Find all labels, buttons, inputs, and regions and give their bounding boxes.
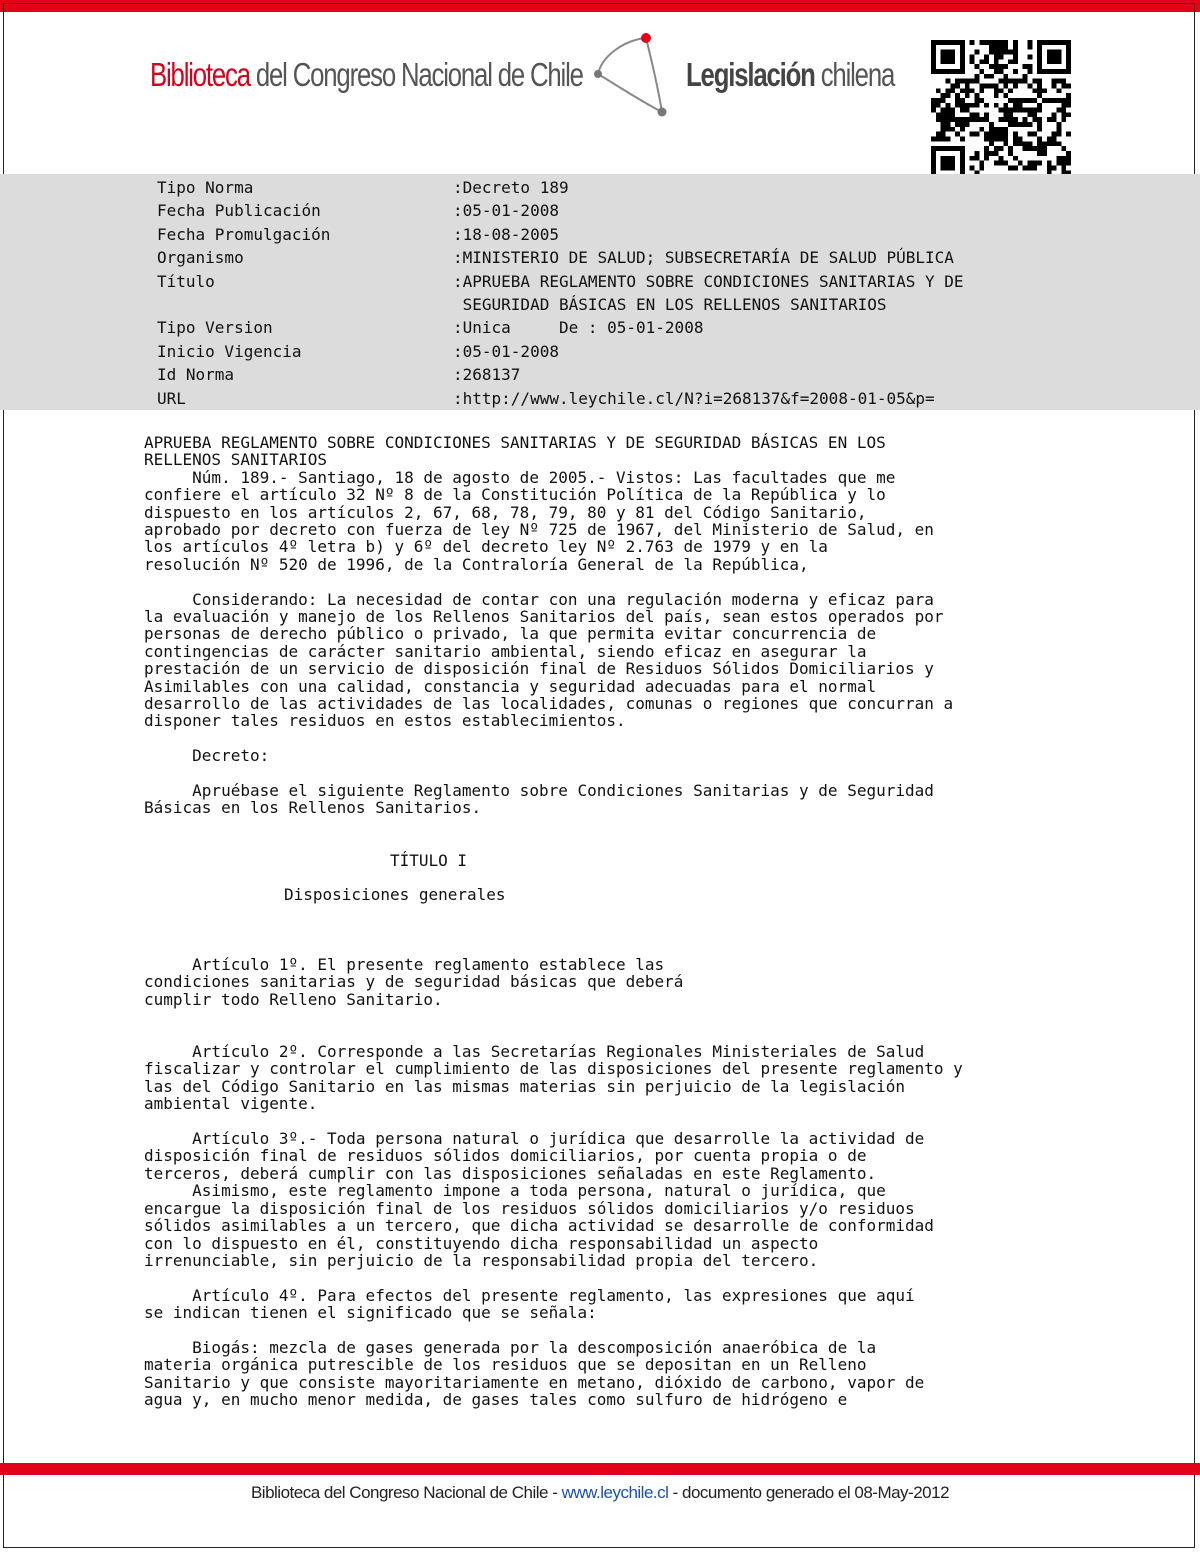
metadata-value: :05-01-2008 [453, 201, 559, 221]
metadata-value: :APRUEBA REGLAMENTO SOBRE CONDICIONES SANITARIAS Y DE [453, 271, 964, 291]
text-line: contingencias de carácter sanitario ambiental, siendo eficaz en asegurar la [144, 641, 867, 661]
document-body [144, 434, 1154, 1409]
metadata-value: SEGURIDAD BÁSICAS EN LOS RELLENOS SANITARIOS [453, 295, 887, 314]
metadata-key: Organismo [157, 248, 244, 268]
metadata-row [0, 248, 1200, 271]
text-line: se indican tienen el significado que se señala: [144, 1303, 597, 1323]
document-title [144, 434, 1154, 469]
text-line: cumplir todo Relleno Sanitario. [144, 989, 443, 1009]
metadata-key: Tipo Version [157, 318, 273, 338]
text-line: los artículos 4º letra b) y 6º del decreto ley Nº 2.763 de 1979 y en la [144, 537, 828, 557]
logo-text-red: Biblioteca [150, 56, 250, 93]
metadata-row [0, 225, 1200, 248]
titulo-subheading: Disposiciones generales [284, 885, 506, 905]
footer-prefix: Biblioteca del Congreso Nacional de Chile - [250, 1483, 562, 1502]
text-line: APRUEBA REGLAMENTO SOBRE CONDICIONES SANITARIAS Y DE SEGURIDAD BÁSICAS EN LOS [144, 433, 886, 452]
apruebase-paragraph [144, 782, 1154, 817]
text-line: confiere el artículo 32 Nº 8 de la Constitución Política de la República y lo [144, 485, 886, 505]
metadata-key: Inicio Vigencia [157, 341, 302, 361]
metadata-value: :05-01-2008 [453, 341, 559, 361]
text-line: Biogás: mezcla de gases generada por la descomposición anaeróbica de la [144, 1337, 877, 1357]
text-line: Artículo 3º.- Toda persona natural o jurídica que desarrolle la actividad de [144, 1129, 925, 1149]
logo-text-rest: del Congreso Nacional de Chile [249, 56, 583, 93]
metadata-row [0, 295, 1200, 318]
metadata-value[interactable]: :http://www.leychile.cl/N?i=268137&f=2008-01-05&p= [453, 388, 935, 408]
metadata-row [0, 342, 1200, 365]
bottom-red-bar [0, 1463, 1200, 1475]
metadata-key: Fecha Promulgación [157, 224, 331, 244]
logo-text-bold: Legislación [686, 56, 815, 93]
text-line: Artículo 2º. Corresponde a las Secretarías Regionales Ministeriales de Salud [144, 1042, 925, 1062]
articulo-3 [144, 1130, 1154, 1269]
decreto-line: Decreto: [144, 746, 270, 766]
text-line: Núm. 189.- Santiago, 18 de agosto de 2005.- Vistos: Las facultades que me [144, 467, 896, 487]
qr-code-icon [930, 40, 1072, 180]
text-line: Artículo 1º. El presente reglamento establece las [144, 955, 665, 975]
text-line: ambiental vigente. [144, 1094, 318, 1114]
metadata-key: URL [157, 388, 186, 408]
metadata-row [0, 365, 1200, 388]
text-line: Artículo 4º. Para efectos del presente reglamento, las expresiones que aquí [144, 1285, 915, 1305]
metadata-row [0, 178, 1200, 201]
articulo-2 [144, 1043, 1154, 1113]
metadata-value: :Decreto 189 [453, 178, 569, 197]
articulo-4 [144, 1287, 1154, 1322]
text-line: Apruébase el siguiente Reglamento sobre Condiciones Sanitarias y de Seguridad [144, 781, 934, 801]
header [0, 12, 1200, 172]
metadata-key: Fecha Publicación [157, 201, 321, 221]
metadata-row [0, 201, 1200, 224]
articulo-1 [144, 956, 1154, 1008]
vistos-paragraph [144, 469, 1154, 573]
text-line: encargue la disposición final de los residuos sólidos domiciliarios y/o residuos [144, 1198, 915, 1218]
text-line: la evaluación y manejo de los Rellenos Sanitarios del país, sean estos operados por [144, 607, 944, 627]
text-line: las del Código Sanitario en las mismas materias sin perjuicio de la legislación [144, 1076, 905, 1096]
metadata-value: :MINISTERIO DE SALUD; SUBSECRETARÍA DE SALUD PÚBLICA [453, 248, 954, 268]
text-line: desarrollo de las actividades de las localidades, comunas o regiones que concurran a [144, 694, 954, 714]
metadata-row [0, 272, 1200, 295]
text-line: con lo dispuesto en él, constituyendo dicha responsabilidad un aspecto [144, 1233, 819, 1253]
text-line: disponer tales residuos en estos establecimientos. [144, 711, 626, 731]
text-line: personas de derecho público o privado, la que permita evitar concurrencia de [144, 624, 877, 644]
text-line: dispuesto en los artículos 2, 67, 68, 78, 79, 80 y 81 del Código Sanitario, [144, 502, 867, 522]
metadata-value: :18-08-2005 [453, 224, 559, 244]
text-line: Asimilables con una calidad, constancia y seguridad adecuadas para el normal [144, 676, 877, 696]
text-line: irrenunciable, sin perjuicio de la responsabilidad propia del tercero. [144, 1250, 819, 1270]
metadata-value: :268137 [453, 365, 521, 385]
metadata-key: Tipo Norma [157, 178, 254, 197]
metadata-key: Título [157, 271, 215, 291]
text-line: disposición final de residuos sólidos domiciliarios, por cuenta propia o de [144, 1146, 867, 1166]
metadata-row [0, 389, 1200, 412]
metadata-panel [0, 174, 1200, 410]
text-line: Básicas en los Rellenos Sanitarios. [144, 798, 482, 818]
text-line: Asimismo, este reglamento impone a toda persona, natural o jurídica, que [144, 1181, 886, 1201]
text-line: Sanitario y que consiste mayoritariamente en metano, dióxido de carbono, vapor de [144, 1372, 925, 1392]
network-logo-icon [588, 30, 678, 120]
text-line: sólidos asimilables a un tercero, que dicha actividad se desarrolle de conformidad [144, 1216, 934, 1236]
text-line: agua y, en mucho menor medida, de gases tales como sulfuro de hidrógeno e [144, 1390, 848, 1410]
metadata-key: Id Norma [157, 365, 235, 385]
titulo-heading: TÍTULO I [390, 850, 468, 870]
logo-text-light: chilena [814, 56, 895, 93]
text-line: aprobado por decreto con fuerza de ley Nº 725 de 1967, del Ministerio de Salud, en [144, 520, 934, 540]
considerando-paragraph [144, 591, 1154, 730]
text-line: terceros, deberá cumplir con las disposiciones señaladas en este Reglamento. [144, 1163, 877, 1183]
bcn-logo-text [150, 56, 583, 94]
text-line: Considerando: La necesidad de contar con una regulación moderna y eficaz para [144, 589, 934, 609]
text-line: condiciones sanitarias y de seguridad básicas que deberá [144, 972, 684, 992]
footer [0, 1483, 1200, 1503]
biogas-definition [144, 1339, 1154, 1409]
footer-suffix: - documento generado el 08-May-2012 [668, 1483, 950, 1502]
metadata-value: :Unica De : 05-01-2008 [453, 318, 704, 338]
text-line: fiscalizar y controlar el cumplimiento de las disposiciones del presente reglamento y [144, 1059, 963, 1079]
text-line: resolución Nº 520 de 1996, de la Contraloría General de la República, [144, 554, 809, 574]
text-line: materia orgánica putrescible de los residuos que se depositan en un Relleno [144, 1355, 867, 1375]
text-line: prestación de un servicio de disposición final de Residuos Sólidos Domiciliarios y [144, 659, 934, 679]
footer-link[interactable]: www.leychile.cl [561, 1483, 669, 1502]
metadata-row [0, 318, 1200, 341]
legislacion-logo-text [686, 56, 894, 94]
text-line: RELLENOS SANITARIOS [144, 450, 328, 470]
